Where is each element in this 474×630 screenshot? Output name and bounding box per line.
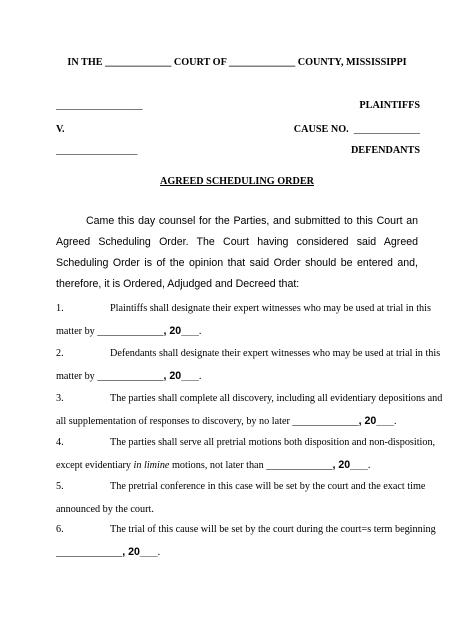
cause-number (294, 124, 420, 135)
italic-term: in limine (133, 460, 170, 471)
intro-line: therefore, it is Ordered, Adjudged and Decreed that: (56, 278, 300, 290)
defendants-label: DEFENDANTS (350, 145, 420, 156)
year-blank: , 20___ (163, 325, 199, 337)
item-number: 4. (56, 437, 64, 448)
order-item-4: 4. The parties shall serve all pretrial motions both disposition and non-disposition, except evidentiary in limine motions, not later than _____________, 20___. (56, 431, 418, 477)
item-text: Defendants shall designate their expert witnesses who may be used at trial in this (110, 348, 441, 359)
plaintiff-blank-tail: ____ (122, 100, 143, 111)
order-item-2: 2. Defendants shall designate their expert witnesses who may be used at trial in this matter by _____________, 20___. (56, 342, 418, 388)
intro-paragraph (56, 211, 418, 295)
order-item-3: 3. The parties shall complete all discovery, including all evidentiary depositions and all supplementation of responses to discovery, by no later _____________, 20___. (56, 387, 418, 433)
item-text: all supplementation of responses to discovery, by no later _____________ (56, 416, 359, 427)
item-text: _____________ (56, 547, 123, 558)
item-number: 5. (56, 481, 64, 492)
order-title: AGREED SCHEDULING ORDER (160, 176, 314, 187)
item-text: The parties shall complete all discovery, including all evidentiary depositions and (110, 393, 443, 404)
item-text: motions, not later than _____________ (169, 460, 333, 471)
court-header: IN THE _____________ COURT OF _____________ COUNTY, MISSISSIPPI (67, 57, 407, 68)
order-item-6: 6. The trial of this cause will be set by the court during the court=s term beginning _____________, 20___. (56, 518, 418, 564)
item-number: 2. (56, 348, 64, 359)
item-text: The pretrial conference in this case will be set by the court and the exact time (110, 481, 426, 492)
year-blank: , 20___ (358, 415, 395, 427)
year-blank: , 20___ (163, 370, 199, 382)
intro-line: Scheduling Order is of the opinion that said Order should be entered and, (56, 257, 418, 269)
plaintiff-name-blank (56, 100, 143, 111)
order-item-1: 1. Plaintiffs shall designate their expert witnesses who may be used at trial in this matter by _____________, 20___. (56, 297, 418, 343)
plaintiffs-label: PLAINTIFFS (359, 100, 420, 111)
order-item-5 (56, 475, 426, 521)
item-number: 6. (56, 524, 64, 535)
intro-line: Came this day counsel for the Parties, and submitted to this Court an (86, 215, 418, 227)
cause-label: CAUSE NO. (293, 124, 349, 135)
item-text: The trial of this cause will be set by the court during the court=s term beginning (110, 524, 436, 535)
item-text: The parties shall serve all pretrial motions both disposition and non-disposition, (110, 437, 436, 448)
year-blank: , 20___ (332, 459, 368, 471)
item-number: 1. (56, 303, 64, 314)
item-text: except evidentiary (56, 460, 134, 471)
item-number: 3. (56, 393, 64, 404)
item-text: Plaintiffs shall designate their expert witnesses who may be used at trial in this (110, 303, 431, 314)
item-text: matter by _____________ (56, 326, 164, 337)
versus-label: V. (56, 124, 65, 135)
item-text: matter by _____________ (56, 371, 164, 382)
intro-line: Agreed Scheduling Order. The Court having considered said Agreed (56, 236, 418, 248)
plaintiff-blank: _____________ (56, 100, 123, 111)
defendant-name-blank: ________________ (56, 145, 138, 156)
cause-blank: _____________ (353, 124, 420, 135)
item-text: announced by the court. (56, 504, 154, 515)
year-blank: , 20___ (122, 546, 158, 558)
